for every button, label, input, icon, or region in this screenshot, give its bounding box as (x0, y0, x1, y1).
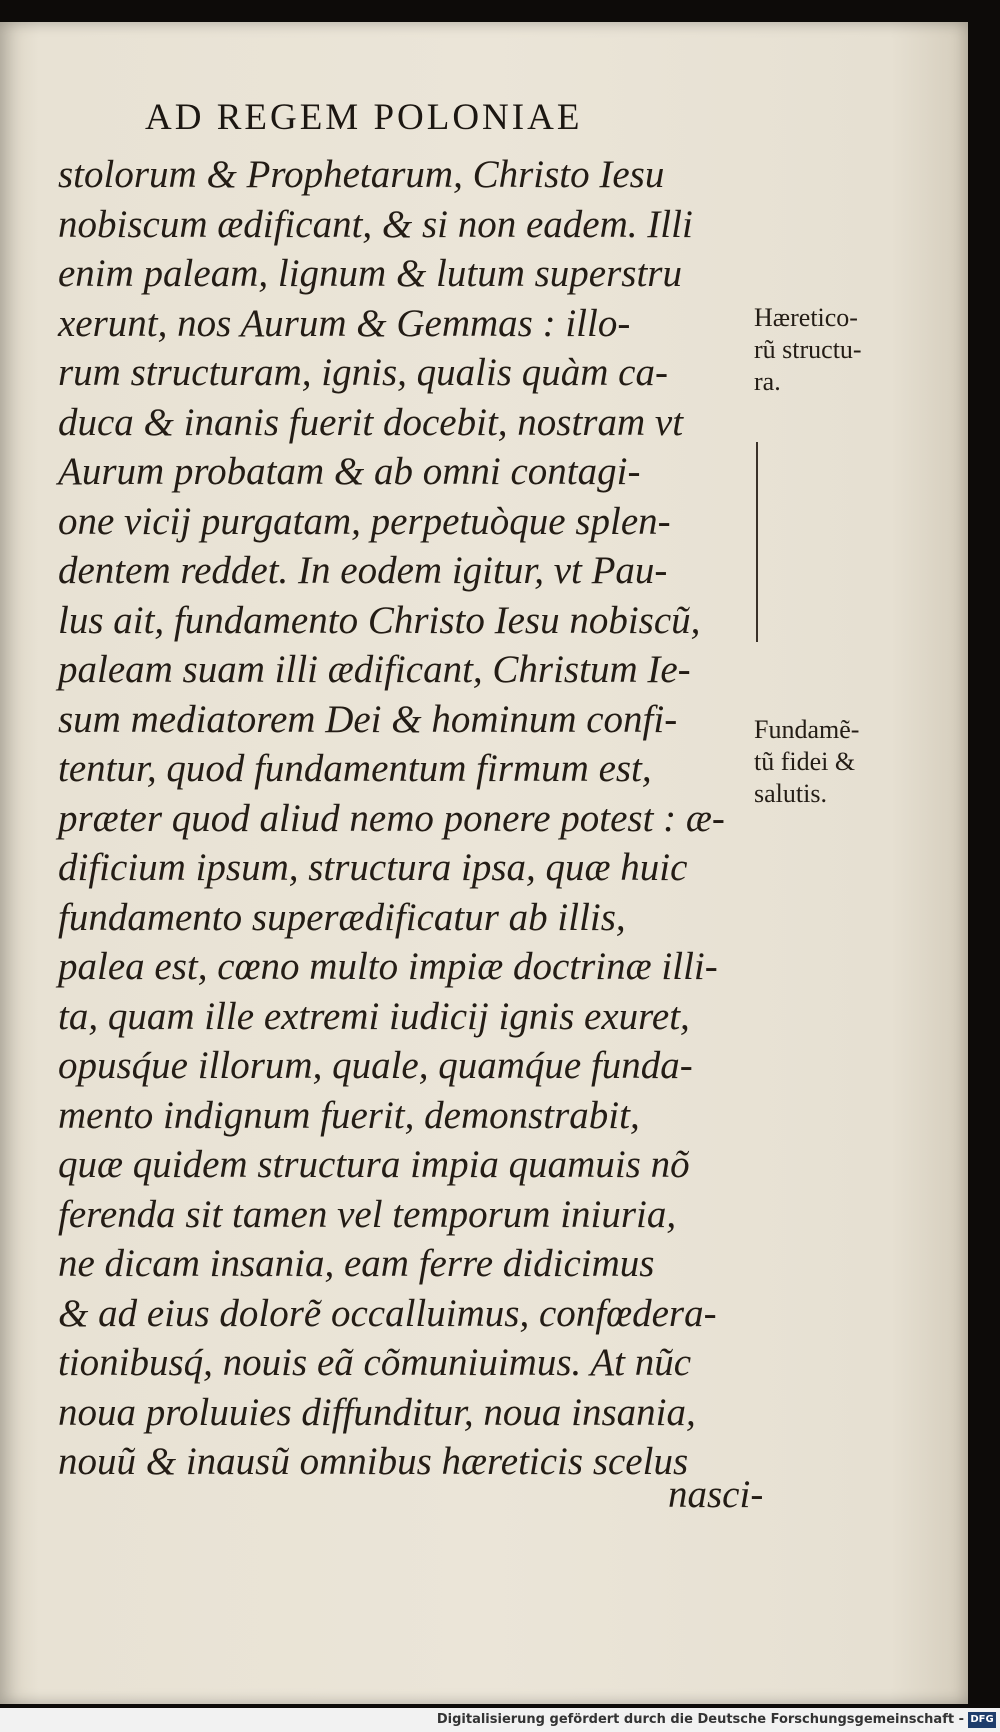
text-line: mento indignum fuerit, demonstrabit, (58, 1093, 640, 1137)
text-line: stolorum & Prophetarum, Christo Iesu (58, 153, 665, 196)
text-line: nobiscum ædificant, & si non eadem. Illi (58, 202, 693, 246)
margin-note-hereticorum (754, 302, 914, 398)
text-line: lus ait, fundamento Christo Iesu nobiscũ, (58, 598, 701, 642)
running-header: AD REGEM POLONIAE (145, 97, 583, 138)
text-line: dificium ipsum, structura ipsa, quæ huic (58, 846, 688, 889)
footer-credit: Digitalisierung gefördert durch die Deutsche Forschungsgemeinschaft - (436, 1712, 964, 1727)
text-line: enim paleam, lignum & lutum superstru (58, 252, 682, 295)
text-line: tentur, quod fundamentum firmum est, (58, 747, 652, 790)
text-line: xerunt, nos Aurum & Gemmas : illo- (58, 301, 631, 345)
text-line: quæ quidem structura impia quamuis nõ (58, 1143, 690, 1186)
text-line: dentem reddet. In eodem igitur, vt Pau- (58, 549, 668, 592)
body-text (58, 150, 758, 1487)
text-line: Aurum probatam & ab omni contagi- (58, 450, 641, 493)
catchword: nasci- (668, 1473, 764, 1516)
margin-note-line: tũ fidei & (754, 747, 856, 776)
text-line: palea est, cœno multo impiæ doctrinæ illi- (58, 945, 718, 988)
text-line: rum structuram, ignis, qualis quàm ca- (58, 351, 668, 394)
text-line: noua proluuies diffunditur, noua insania, (58, 1390, 696, 1434)
margin-note-line: rũ structu- (754, 335, 862, 364)
text-line: sum mediatorem Dei & hominum confi- (58, 697, 678, 741)
text-line: paleam suam illi ædificant, Christum Ie- (58, 648, 691, 691)
text-line: ferenda sit tamen vel temporum iniuria, (58, 1192, 677, 1236)
text-line: ta, quam ille extremi iudicij ignis exuret, (58, 994, 690, 1038)
text-line: præter quod aliud nemo ponere potest : æ- (58, 796, 725, 840)
text-line: tionibusq́, nouis eã cõmuniuimus. At nũc (58, 1341, 692, 1384)
text-line: nouũ & inausũ omnibus hæreticis scelus (58, 1440, 689, 1483)
margin-note-line: ra. (754, 367, 781, 396)
dfg-logo: DFG (968, 1712, 996, 1728)
margin-note-line: salutis. (754, 779, 827, 808)
margin-bracket (746, 442, 758, 642)
margin-note-line: Hæretico- (754, 303, 858, 332)
text-line: opusq́ue illorum, quale, quamq́ue funda- (58, 1044, 693, 1087)
text-line: ne dicam insania, eam ferre didicimus (58, 1242, 655, 1285)
text-line: duca & inanis fuerit docebit, nostram vt (58, 400, 684, 444)
text-line: & ad eius dolorẽ occalluimus, confœdera- (58, 1291, 717, 1335)
margin-note-fundamentum (754, 714, 914, 810)
text-line: fundamento superædificatur ab illis, (58, 895, 626, 939)
margin-note-line: Fundamẽ- (754, 715, 860, 744)
page-edge (968, 22, 1000, 1704)
digitization-footer (0, 1708, 1000, 1732)
text-line: one vicij purgatam, perpetuòque splen- (58, 499, 671, 543)
